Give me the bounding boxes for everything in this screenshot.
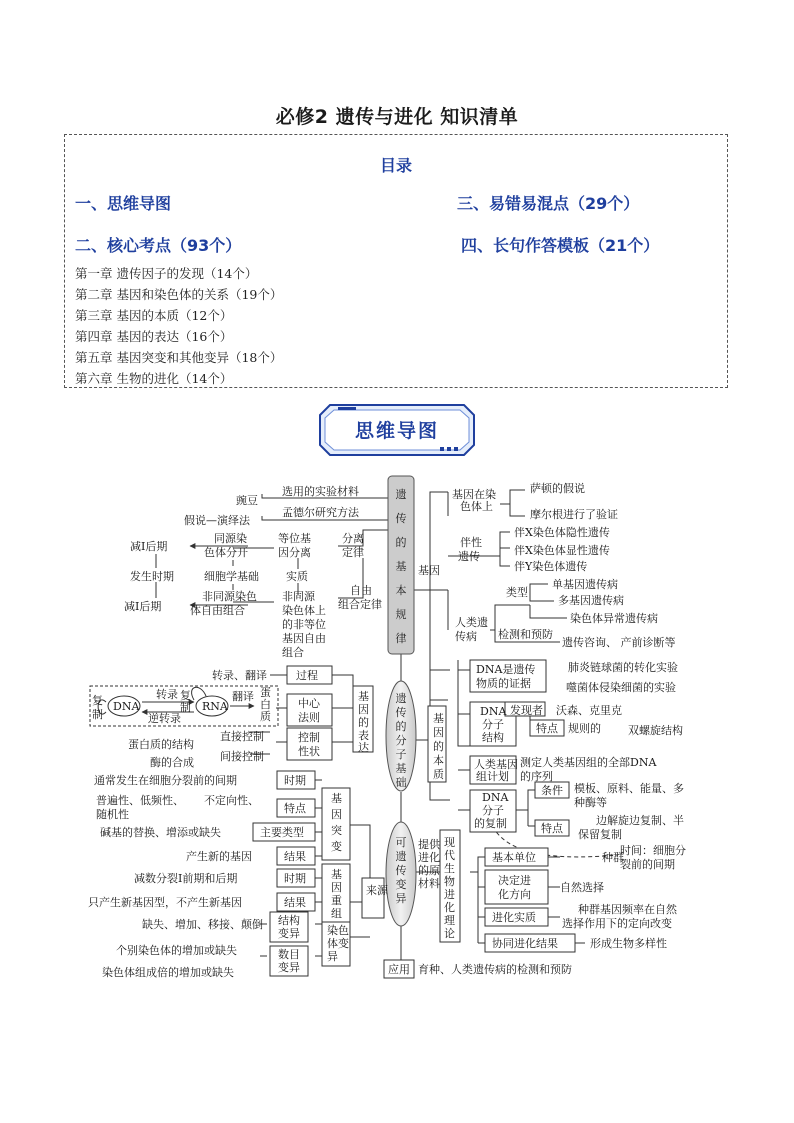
svg-text:类型: 类型 — [506, 586, 528, 599]
svg-text:遗: 遗 — [395, 488, 407, 501]
svg-text:质: 质 — [433, 768, 444, 781]
svg-text:组计划: 组计划 — [476, 770, 509, 783]
svg-text:因: 因 — [331, 881, 342, 894]
svg-text:遗: 遗 — [395, 850, 407, 863]
svg-text:摩尔根进行了验证: 摩尔根进行了验证 — [530, 508, 618, 521]
svg-text:人类遗: 人类遗 — [455, 616, 488, 629]
svg-text:自然选择: 自然选择 — [560, 881, 604, 894]
svg-text:现: 现 — [444, 836, 455, 849]
svg-text:转录: 转录 — [156, 688, 178, 701]
svg-text:分子: 分子 — [482, 718, 504, 731]
svg-text:特点: 特点 — [541, 822, 563, 835]
svg-text:保留复制: 保留复制 — [578, 828, 622, 841]
svg-text:边解旋边复制、半: 边解旋边复制、半 — [596, 814, 684, 827]
svg-text:传: 传 — [395, 706, 407, 719]
svg-text:表: 表 — [358, 729, 369, 742]
svg-text:的: 的 — [395, 536, 407, 549]
svg-text:细胞学基础: 细胞学基础 — [204, 570, 259, 583]
svg-text:检测和预防: 检测和预防 — [498, 628, 553, 641]
svg-text:DNA: DNA — [480, 705, 507, 718]
svg-text:随机性: 随机性 — [96, 808, 129, 821]
svg-text:的复制: 的复制 — [474, 817, 507, 830]
svg-text:沃森、克里克: 沃森、克里克 — [556, 704, 622, 717]
mind-map — [0, 470, 794, 990]
svg-text:不定向性、: 不定向性、 — [204, 794, 259, 807]
svg-text:传: 传 — [395, 512, 407, 525]
svg-text:遗: 遗 — [395, 692, 407, 705]
svg-text:自由: 自由 — [350, 584, 372, 597]
svg-text:代: 代 — [444, 849, 455, 862]
svg-text:伴X染色体显性遗传: 伴X染色体显性遗传 — [514, 544, 610, 557]
svg-text:染色: 染色 — [327, 924, 349, 937]
svg-text:复: 复 — [180, 689, 191, 702]
svg-text:进化: 进化 — [418, 851, 440, 864]
svg-text:过程: 过程 — [296, 669, 318, 682]
svg-text:间接控制: 间接控制 — [220, 750, 264, 763]
svg-text:进: 进 — [444, 888, 455, 901]
svg-text:的: 的 — [395, 720, 407, 733]
svg-text:种群: 种群 — [602, 851, 624, 864]
svg-text:组: 组 — [331, 907, 342, 920]
svg-text:减Ⅰ后期: 减Ⅰ后期 — [130, 540, 168, 553]
svg-text:双螺旋结构: 双螺旋结构 — [628, 724, 683, 737]
svg-text:发现者: 发现者 — [510, 704, 543, 717]
svg-text:结构: 结构 — [278, 914, 300, 927]
svg-text:蛋: 蛋 — [260, 686, 271, 699]
svg-text:转录、翻译: 转录、翻译 — [212, 669, 267, 682]
svg-text:DNA: DNA — [113, 700, 140, 713]
svg-text:普遍性、低频性、: 普遍性、低频性、 — [96, 794, 184, 807]
svg-text:性状: 性状 — [298, 745, 320, 758]
svg-text:等位基: 等位基 — [278, 532, 311, 545]
svg-text:直接控制: 直接控制 — [220, 730, 264, 743]
svg-text:条件: 条件 — [541, 784, 563, 797]
svg-text:色体上: 色体上 — [460, 500, 493, 513]
svg-text:染色体组成倍的增加或缺失: 染色体组成倍的增加或缺失 — [102, 966, 234, 979]
svg-text:控制: 控制 — [298, 731, 320, 744]
svg-text:发生时期: 发生时期 — [130, 570, 174, 583]
svg-text:个别染色体的增加或缺失: 个别染色体的增加或缺失 — [116, 944, 237, 957]
svg-text:变异: 变异 — [278, 927, 300, 940]
chapter-1[interactable]: 第一章 遗传因子的发现（14个） — [75, 266, 258, 281]
section-badge — [318, 403, 476, 457]
svg-text:决定进: 决定进 — [498, 874, 531, 887]
svg-text:裂前的间期: 裂前的间期 — [620, 858, 675, 871]
svg-text:非同源染色: 非同源染色 — [202, 590, 257, 603]
svg-text:色体分开: 色体分开 — [204, 546, 248, 559]
svg-text:测定人类基因组的全部DNA: 测定人类基因组的全部DNA — [520, 756, 657, 769]
svg-text:生: 生 — [444, 862, 455, 875]
chapter-2[interactable]: 第二章 基因和染色体的关系（19个） — [75, 287, 283, 302]
svg-text:单基因遗传病: 单基因遗传病 — [552, 578, 618, 591]
svg-text:协同进化结果: 协同进化结果 — [492, 937, 558, 950]
toc-link-core[interactable]: 二、核心考点（93个） — [75, 236, 242, 255]
svg-text:质: 质 — [260, 710, 271, 723]
svg-text:体自由组合: 体自由组合 — [190, 604, 245, 617]
svg-text:基因: 基因 — [418, 564, 440, 577]
badge-title: 思维导图 — [354, 420, 439, 442]
svg-text:组合: 组合 — [282, 646, 304, 659]
svg-text:可: 可 — [395, 836, 407, 849]
svg-text:碱基的替换、增添或缺失: 碱基的替换、增添或缺失 — [100, 826, 221, 839]
toc-link-errors[interactable]: 三、易错易混点（29个） — [457, 194, 640, 213]
svg-text:豌豆: 豌豆 — [236, 494, 258, 507]
spine-variation-text — [396, 836, 407, 905]
svg-text:基: 基 — [331, 868, 342, 881]
svg-text:选择作用下的定向改变: 选择作用下的定向改变 — [562, 917, 672, 930]
svg-text:论: 论 — [444, 927, 455, 940]
toc-box — [64, 134, 728, 388]
svg-text:多基因遗传病: 多基因遗传病 — [558, 594, 624, 607]
svg-text:因分离: 因分离 — [278, 546, 311, 559]
svg-text:人类基因: 人类基因 — [474, 758, 518, 771]
svg-text:主要类型: 主要类型 — [260, 826, 304, 839]
svg-text:基因在染: 基因在染 — [452, 488, 496, 501]
svg-text:子: 子 — [395, 748, 407, 761]
chapter-6[interactable]: 第六章 生物的进化（14个） — [75, 371, 233, 386]
svg-text:形成生物多样性: 形成生物多样性 — [590, 937, 667, 950]
svg-text:伴性: 伴性 — [460, 536, 482, 549]
svg-text:遗传咨询、 产前诊断等: 遗传咨询、 产前诊断等 — [562, 636, 676, 649]
svg-text:的: 的 — [433, 740, 444, 753]
svg-text:基本单位: 基本单位 — [492, 851, 536, 864]
spine-molecular-text — [396, 691, 407, 789]
svg-text:分子: 分子 — [482, 804, 504, 817]
svg-text:酶的合成: 酶的合成 — [150, 756, 194, 769]
svg-text:DNA: DNA — [482, 791, 509, 804]
svg-text:减Ⅰ后期: 减Ⅰ后期 — [124, 600, 162, 613]
svg-text:种酶等: 种酶等 — [574, 796, 607, 809]
svg-text:的非等位: 的非等位 — [282, 618, 326, 631]
toc-link-templates[interactable]: 四、长句作答模板（21个） — [461, 236, 660, 255]
svg-text:分离: 分离 — [342, 532, 364, 545]
svg-text:基: 基 — [395, 762, 407, 775]
svg-text:异: 异 — [395, 892, 407, 905]
variation-right — [388, 836, 678, 976]
svg-text:规则的: 规则的 — [568, 722, 601, 735]
chapter-5[interactable]: 第五章 基因突变和其他变异（18个） — [75, 350, 283, 365]
svg-text:的原: 的原 — [418, 864, 440, 877]
law-left — [124, 484, 382, 659]
svg-text:的: 的 — [358, 716, 369, 729]
svg-text:达: 达 — [358, 741, 369, 754]
svg-text:本: 本 — [395, 584, 407, 597]
svg-text:中心: 中心 — [298, 697, 320, 710]
svg-text:蛋白质的结构: 蛋白质的结构 — [128, 738, 194, 751]
svg-text:因: 因 — [433, 726, 444, 739]
svg-text:基: 基 — [395, 560, 407, 573]
svg-text:物质的证据: 物质的证据 — [476, 677, 531, 690]
svg-text:传: 传 — [395, 864, 407, 877]
svg-text:数目: 数目 — [278, 948, 300, 961]
svg-text:萨顿的假说: 萨顿的假说 — [530, 482, 585, 495]
svg-text:重: 重 — [331, 894, 342, 907]
svg-text:模板、原料、能量、多: 模板、原料、能量、多 — [574, 782, 684, 795]
svg-text:假说—演绎法: 假说—演绎法 — [184, 514, 250, 527]
chapter-list — [75, 263, 282, 389]
svg-text:结果: 结果 — [284, 896, 306, 909]
svg-text:复: 复 — [92, 694, 103, 707]
svg-text:缺失、增加、移接、颠倒: 缺失、增加、移接、颠倒 — [142, 918, 263, 931]
toc-heading: 目录 — [379, 156, 412, 175]
svg-text:基: 基 — [433, 712, 444, 725]
svg-text:因: 因 — [331, 808, 342, 821]
svg-text:时期: 时期 — [284, 774, 306, 787]
svg-text:白: 白 — [260, 698, 271, 711]
svg-text:同源染: 同源染 — [214, 532, 247, 545]
svg-text:基因自由: 基因自由 — [282, 632, 326, 645]
chapter-4[interactable]: 第四章 基因的表达（16个） — [75, 329, 233, 344]
svg-text:基: 基 — [358, 690, 369, 703]
svg-text:噬菌体侵染细菌的实验: 噬菌体侵染细菌的实验 — [566, 681, 676, 694]
svg-text:基: 基 — [331, 792, 342, 805]
svg-text:非同源: 非同源 — [282, 590, 315, 603]
svg-text:进化实质: 进化实质 — [492, 911, 536, 924]
svg-text:实质: 实质 — [286, 570, 308, 583]
svg-text:的序列: 的序列 — [520, 770, 553, 783]
svg-text:材料: 材料 — [418, 877, 440, 890]
svg-text:律: 律 — [395, 632, 407, 645]
law-right — [418, 481, 676, 649]
svg-text:组合定律: 组合定律 — [338, 598, 382, 611]
svg-text:化方向: 化方向 — [498, 888, 531, 901]
svg-text:变异: 变异 — [278, 961, 300, 974]
svg-text:础: 础 — [395, 776, 407, 789]
svg-text:种群基因频率在自然: 种群基因频率在自然 — [578, 903, 677, 916]
svg-text:时间：细胞分: 时间：细胞分 — [620, 844, 686, 857]
toc-link-mindmap[interactable]: 一、思维导图 — [75, 194, 172, 213]
svg-text:逆转录: 逆转录 — [148, 712, 181, 725]
svg-text:染色体异常遗传病: 染色体异常遗传病 — [570, 612, 658, 625]
svg-text:特点: 特点 — [536, 722, 558, 735]
svg-text:制: 制 — [180, 701, 191, 714]
svg-text:分: 分 — [395, 734, 407, 747]
svg-text:孟德尔研究方法: 孟德尔研究方法 — [282, 506, 359, 519]
svg-text:特点: 特点 — [284, 802, 306, 815]
svg-text:产生新的基因: 产生新的基因 — [186, 850, 252, 863]
svg-text:变: 变 — [395, 878, 407, 891]
svg-text:肺炎链球菌的转化实验: 肺炎链球菌的转化实验 — [568, 661, 678, 674]
svg-text:遗传: 遗传 — [458, 550, 480, 563]
svg-text:规: 规 — [395, 608, 407, 621]
svg-text:突: 突 — [331, 824, 342, 837]
svg-text:时期: 时期 — [284, 872, 306, 885]
svg-text:来源: 来源 — [366, 884, 388, 897]
svg-text:染色体上: 染色体上 — [282, 604, 326, 617]
svg-text:物: 物 — [444, 875, 455, 888]
svg-text:提供: 提供 — [418, 838, 440, 851]
svg-text:定律: 定律 — [342, 546, 364, 559]
svg-text:理: 理 — [444, 914, 455, 927]
svg-text:变: 变 — [331, 840, 342, 853]
svg-text:制: 制 — [92, 708, 103, 721]
svg-text:结构: 结构 — [482, 731, 504, 744]
svg-text:传病: 传病 — [455, 630, 477, 643]
svg-text:减数分裂Ⅰ前期和后期: 减数分裂Ⅰ前期和后期 — [134, 872, 238, 885]
svg-text:体变: 体变 — [327, 937, 349, 950]
svg-text:因: 因 — [358, 703, 369, 716]
svg-text:育种、人类遗传病的检测和预防: 育种、人类遗传病的检测和预防 — [418, 963, 572, 976]
svg-text:异: 异 — [327, 950, 338, 963]
svg-text:本: 本 — [433, 754, 444, 767]
chapter-3[interactable]: 第三章 基因的本质（12个） — [75, 308, 233, 323]
svg-text:化: 化 — [444, 901, 455, 914]
svg-text:选用的实验材料: 选用的实验材料 — [282, 485, 359, 498]
svg-text:法则: 法则 — [298, 711, 320, 724]
page-title: 必修2 遗传与进化 知识清单 — [275, 106, 519, 128]
svg-text:伴Y染色体遗传: 伴Y染色体遗传 — [514, 560, 588, 573]
svg-text:翻译: 翻译 — [232, 690, 254, 703]
svg-text:只产生新基因型，不产生新基因: 只产生新基因型，不产生新基因 — [88, 896, 242, 909]
svg-text:DNA是遗传: DNA是遗传 — [476, 663, 536, 676]
svg-text:通常发生在细胞分裂前的间期: 通常发生在细胞分裂前的间期 — [94, 774, 237, 787]
svg-text:伴X染色体隐性遗传: 伴X染色体隐性遗传 — [514, 526, 610, 539]
svg-text:RNA: RNA — [202, 700, 228, 713]
svg-text:结果: 结果 — [284, 850, 306, 863]
svg-text:应用: 应用 — [388, 963, 410, 976]
